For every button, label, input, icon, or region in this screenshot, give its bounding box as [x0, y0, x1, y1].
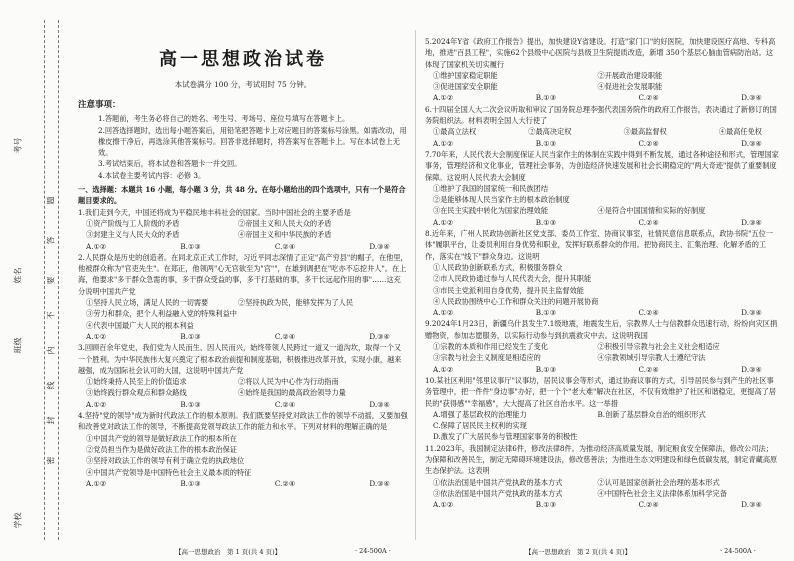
option: ②积极引导宗教与社会主义社会相适应: [597, 342, 720, 352]
answer-choice: D.③④: [741, 364, 762, 374]
option: ①人民政协创新联系方式，积极服务群众: [433, 262, 563, 272]
option-row: [78, 218, 408, 229]
answer-choice: A.①②: [433, 138, 454, 148]
option: ②帝国主义和人民大众的矛盾: [238, 218, 332, 228]
option: ③封建主义与人民大众的矛盾: [86, 230, 180, 240]
option: ①资产阶级与工人阶级的矛盾: [86, 218, 180, 228]
warning-char: 答: [46, 236, 56, 245]
answer-choice: D.③④: [741, 93, 762, 103]
warning-char: 内: [46, 346, 56, 355]
question-stem: 4.坚持"党的领导"成为新时代政法工作的根本原则。我们既要坚持党对政法工作的领导不动摇，又要加强和改善党对政法工作的领导，不断提高党领导政法工作的能力和水平。下列对材料的理解正确的是: [78, 411, 408, 432]
option: ④中国共产党领导是中国特色社会主义最本质的特征: [86, 467, 252, 477]
answer-choices: [425, 138, 780, 149]
warning-char: 线: [46, 381, 56, 390]
option: ①维护国家稳定职能: [433, 70, 498, 80]
answer-choices: [78, 478, 408, 489]
option-row: [425, 488, 780, 499]
option: B.创新了基层群众自治的组织形式: [597, 409, 706, 419]
answer-choices: [425, 217, 780, 228]
answer-choice: D.③④: [741, 217, 762, 227]
answer-choice: B.①③: [535, 364, 557, 374]
option: D.激发了广大居民参与管理国家事务的积极性: [433, 432, 578, 442]
notice-item: 2.回答选择题时，选出每小题答案后，用铅笔把答题卡上对应题目的答案标号涂黑。如需改动，用橡皮擦干净后，再选涂其他答案标号。回答非选择题时，将答案写在答题卡上。写在本试卷上无效。: [98, 125, 407, 158]
option: ②最高决定权: [528, 127, 572, 137]
option: ④人民政协围绕中心工作和群众关注的问题开展协商: [433, 296, 599, 306]
answer-choice: A.①②: [86, 331, 107, 341]
option: ①始终秉持人民至上的价值追求: [86, 377, 187, 387]
answer-choices: [425, 364, 780, 375]
answer-choice: B.①③: [535, 93, 557, 103]
answer-choice: D.③④: [741, 138, 762, 148]
option: ②市人民政协通过参与人民代表大会，提升其职能: [433, 274, 592, 284]
option: ②党员担当作为是做好政法工作的根本政治保证: [86, 444, 237, 454]
answer-choice: B.①③: [180, 478, 201, 488]
option: ①维护了我国的国家统一和民族团结: [433, 183, 549, 193]
answer-choice: C.②④: [638, 217, 659, 227]
exam-title: 高一思想政治试卷: [159, 49, 327, 70]
option-row: [425, 409, 780, 420]
question-stem: 3.回顾百余年党史，我们党为人民而生、因人民而兴，始终带领人民跨过一道又一道沟坎，取得一个又一个胜利。为中华民族伟大复兴奠定了根本政治前提和制度基础，积极推进改革开放，实现小康，越来越强，成为国际社会认可的大国，这说明中国共产党: [78, 343, 402, 375]
option: ①中国共产党的领导是做好政法工作的根本所在: [86, 433, 237, 443]
option-row: [425, 81, 780, 92]
notice-item: 4.本试卷主要考试内容：必修 3。: [98, 170, 206, 180]
question-stem: 7.70年来，人民代表大会制度保证人民当家作主的体制在实践中得到不断发展，通过各种途径和形式，管理国家事务，管理经济和文化事业，管理社会事务，为创造经济快速发展和社会长期稳定的"两大奇迹"提供了重要制度保障。这说明人民代表大会制度: [425, 149, 779, 182]
option-row: [78, 229, 408, 240]
option: ①宗教的本质和作用已经发生了变化: [433, 342, 549, 352]
footer-right: 【高一思想政治 第 2 页(共 4 页)】: [525, 548, 632, 556]
option-row: [78, 376, 408, 387]
answer-choice: B.①③: [535, 500, 557, 510]
answer-choice: A.①②: [433, 217, 454, 227]
option: ④中国特色社会主义法律体系加科学完备: [597, 488, 727, 498]
warning-char: 题: [46, 196, 56, 205]
section-heading: 一、选择题：本题共 16 小题，每小题 3 分，共 48 分。在每小题给出的四个选项中，只有一个是符合题目要求的。: [78, 185, 406, 206]
answer-choice: D.③④: [741, 308, 762, 318]
answer-choice: D.③④: [741, 500, 762, 510]
answer-choice: D.③④: [369, 331, 390, 341]
option-row: [425, 70, 780, 81]
option: ③劳力和群众，把个人利益融入党的特殊利益中: [86, 309, 237, 319]
option: ②将以人民为中心作为行动指南: [238, 377, 339, 387]
option: ③始终践行群众观点和群众路线: [86, 388, 187, 398]
exam-no-label: 考号: [13, 137, 23, 154]
option: C.保障了居民民主权利的实现: [433, 421, 527, 431]
school-label: 学校: [13, 512, 23, 529]
option: ④是符合中国国情和实际的好制度: [597, 206, 706, 216]
answer-choice: A.①②: [86, 241, 107, 251]
answer-choice: B.①③: [180, 331, 201, 341]
answer-choice: C.②④: [638, 93, 659, 103]
answer-choices: [425, 307, 780, 318]
option-row: [425, 205, 780, 216]
option: ③最高监督权: [623, 127, 667, 137]
binding-margin: [0, 0, 70, 561]
option: A.增强了基层政权的治理能力: [433, 409, 527, 419]
answer-choice: C.②④: [638, 308, 659, 318]
answer-choices: [425, 92, 780, 103]
answer-choice: A.①②: [86, 478, 107, 488]
question-stem: 1.我们走到今天，中国还将成为平稳民地丰科社会的国家。当时中国社会的主要矛盾是: [78, 207, 351, 217]
option: ④促进社会发展职能: [597, 82, 663, 92]
right-column: [425, 36, 780, 510]
left-question-list: [78, 207, 408, 489]
answer-choice: A.①②: [433, 308, 454, 318]
option-row: [425, 477, 780, 488]
answer-choice: B.①③: [180, 399, 201, 409]
question-stem: 9.2024年1月23日，新疆乌什县发生7.1级地震，地震发生后，宗教界人士与信教群众迅速行动，纷纷向灾区捐赠物资，参加志愿服务，以实际行动参与到抗震救灾中去。这说明我国: [425, 319, 778, 340]
question-stem: 8.近年来，广州人民政协创新社区党支部、委员工作室、协商议事室，社情民意信息联系点，政协书院"五位一体"履职平台，让委员利用自身优势和职业，发挥好联系群众的作用。把协商民主、汇集治理、化解矛盾的工作，落实在"线下"群众身边。这说明: [425, 229, 773, 261]
option: ③宗教与社会主义制度是相适应的: [433, 353, 541, 363]
option-row: [425, 352, 780, 363]
answer-choices: [78, 399, 408, 410]
answer-choice: C.②④: [274, 331, 296, 341]
column-divider: [415, 30, 416, 540]
answer-choice: B.①③: [535, 138, 557, 148]
footer-left: 【高一思想政治 第 1 页(共 4 页)】: [175, 548, 282, 556]
right-question-list: [425, 36, 780, 510]
answer-choice: C.②④: [274, 478, 296, 488]
answer-choice: B.①③: [535, 308, 557, 318]
option-row: [78, 387, 408, 398]
option: ④最高任免权: [718, 127, 762, 137]
binding-line: [58, 20, 59, 540]
warning-char: 密: [46, 456, 56, 465]
question-stem: 2.人民群众是历史的创造者。在同北京正式工作时，习近平同志深情了正定"高产穷县"的帽子，在他里，他被群众称为"官吏先生"。在郑正，他领两"心无官欲至为"宫""，在雄到调把在"吃亦不忘挖井人"。在上海，他要求"多干群众急需的事，多干群众受益的事，多干打基础的事，多干长远起作用的事"……这充分说明中国共产党: [78, 252, 408, 296]
answer-choice: D.③④: [369, 399, 390, 409]
name-label: 姓名: [13, 267, 23, 284]
option: ④宗教领域引导宗教人士遵纪守法: [597, 353, 706, 363]
notice-heading: 注意事项：: [78, 100, 121, 110]
answer-choice: B.①③: [180, 241, 201, 251]
warning-char: 要: [46, 276, 56, 285]
answer-choices: [425, 499, 780, 510]
answer-choice: A.①②: [433, 93, 454, 103]
answer-choice: C.②④: [638, 364, 659, 374]
answer-choice: C.②④: [274, 241, 296, 251]
option: ④代表中国最广大人民的根本利益: [86, 320, 194, 330]
option: ③促进国家安全职能: [433, 82, 498, 92]
option: ②开展政治建设职能: [597, 70, 663, 80]
option-row: [78, 297, 408, 308]
subtitle-line: 本试卷满分 100 分，考试用时 75 分钟。: [174, 80, 312, 89]
answer-choices: [78, 331, 408, 342]
option: ④始终是我国的最高政治领导力量: [238, 388, 346, 398]
option: ③依法治国是中国共产党执政的基本方式: [433, 488, 563, 498]
answer-choice: C.②④: [638, 500, 659, 510]
option: ③在民主实践中转化为国家治理效能: [433, 206, 549, 216]
warning-char: 封: [46, 416, 56, 425]
left-column: [78, 100, 408, 489]
footer-left-code: · 24-500A ·: [355, 547, 391, 555]
answer-choice: A.①②: [433, 500, 454, 510]
answer-choices: [78, 241, 408, 252]
footer-right-code: · 24-500A ·: [720, 547, 756, 555]
option: ②是能够体现人民当家作主的根本政治制度: [433, 195, 570, 205]
option: ②坚持执政为民，能够发挥为了人民: [238, 298, 354, 308]
class-label: 班级: [13, 337, 23, 354]
option: ①最高立法权: [433, 127, 477, 137]
notice-item: 1.答题前，考生务必将自己的姓名、考生号、考场号、座位号填写在答题卡上。: [98, 114, 350, 124]
answer-choice: A.①②: [86, 399, 107, 409]
answer-choice: C.②④: [638, 138, 659, 148]
option: ②认可是国家创新社会治理的基本形式: [597, 477, 720, 487]
answer-choice: A.①②: [433, 364, 454, 374]
option-row: [425, 126, 780, 137]
option: ①依法治国是中国共产党执政的基本方式: [433, 477, 563, 487]
option: ①坚持人民立场，满足人民的一切需要: [86, 298, 209, 308]
answer-choice: B.①③: [535, 217, 557, 227]
option-row: [425, 341, 780, 352]
option: ④帝国主义和中华民族的矛盾: [238, 230, 332, 240]
warning-char: 不: [46, 311, 56, 320]
option: ③坚持对政法工作的领导有利于确立党的执政地位: [86, 456, 245, 466]
option: ③市民主党派利用自身优势，提升民主监督效能: [433, 285, 584, 295]
exam-subtitle: [78, 79, 408, 90]
notice-item: 3.考试结束后，将本试卷和答题卡一并交回。: [98, 159, 242, 169]
question-stem: 11.2023年，我国制定法律6件，修改法律8件。为推动经济高质量发展，制定粮食安全保障法，修改公司法；为保障和改善民生，制定无障碍环境建设法，修改慈善法；为推进生态文明建设和绿色低碳发展，制定青藏高原生态保护法。这表明: [425, 443, 778, 476]
answer-choice: D.③④: [369, 241, 390, 251]
answer-choice: D.③④: [369, 478, 390, 488]
question-stem: 6.十四届全国人大二次会议听取和审议了国务院总理李强代表国务院作的政府工作报告，表决通过了新修订的国务院组织法。材料表明全国人大行使了: [425, 104, 777, 126]
answer-choice: C.②④: [274, 399, 296, 409]
question-stem: 10.某社区利用"邻里议事厅"议事坊，居民议事会等形式，通过协商议事的方式，引导居民参与到产生的社区事务管理中，把一件件"身边事"办好，把一个个"老大难"解决在社区，不仅有效维护了社区和谐稳定，更提高了居民的"获得感""幸福感"，大大提高了社区自治水平。这一举措: [425, 375, 777, 408]
question-stem: 5.2024年Y省《政府工作报告》提出，加快建设Y省建设。打造"家门口"的好医院，加快建设医疗高地、专科高地，推进"百县工程"，实施62个县级中心医院与县级卫生院提质改造，新增 350个基层心脑血管病防治站。这体现了国家机关切实履行: [425, 37, 776, 69]
